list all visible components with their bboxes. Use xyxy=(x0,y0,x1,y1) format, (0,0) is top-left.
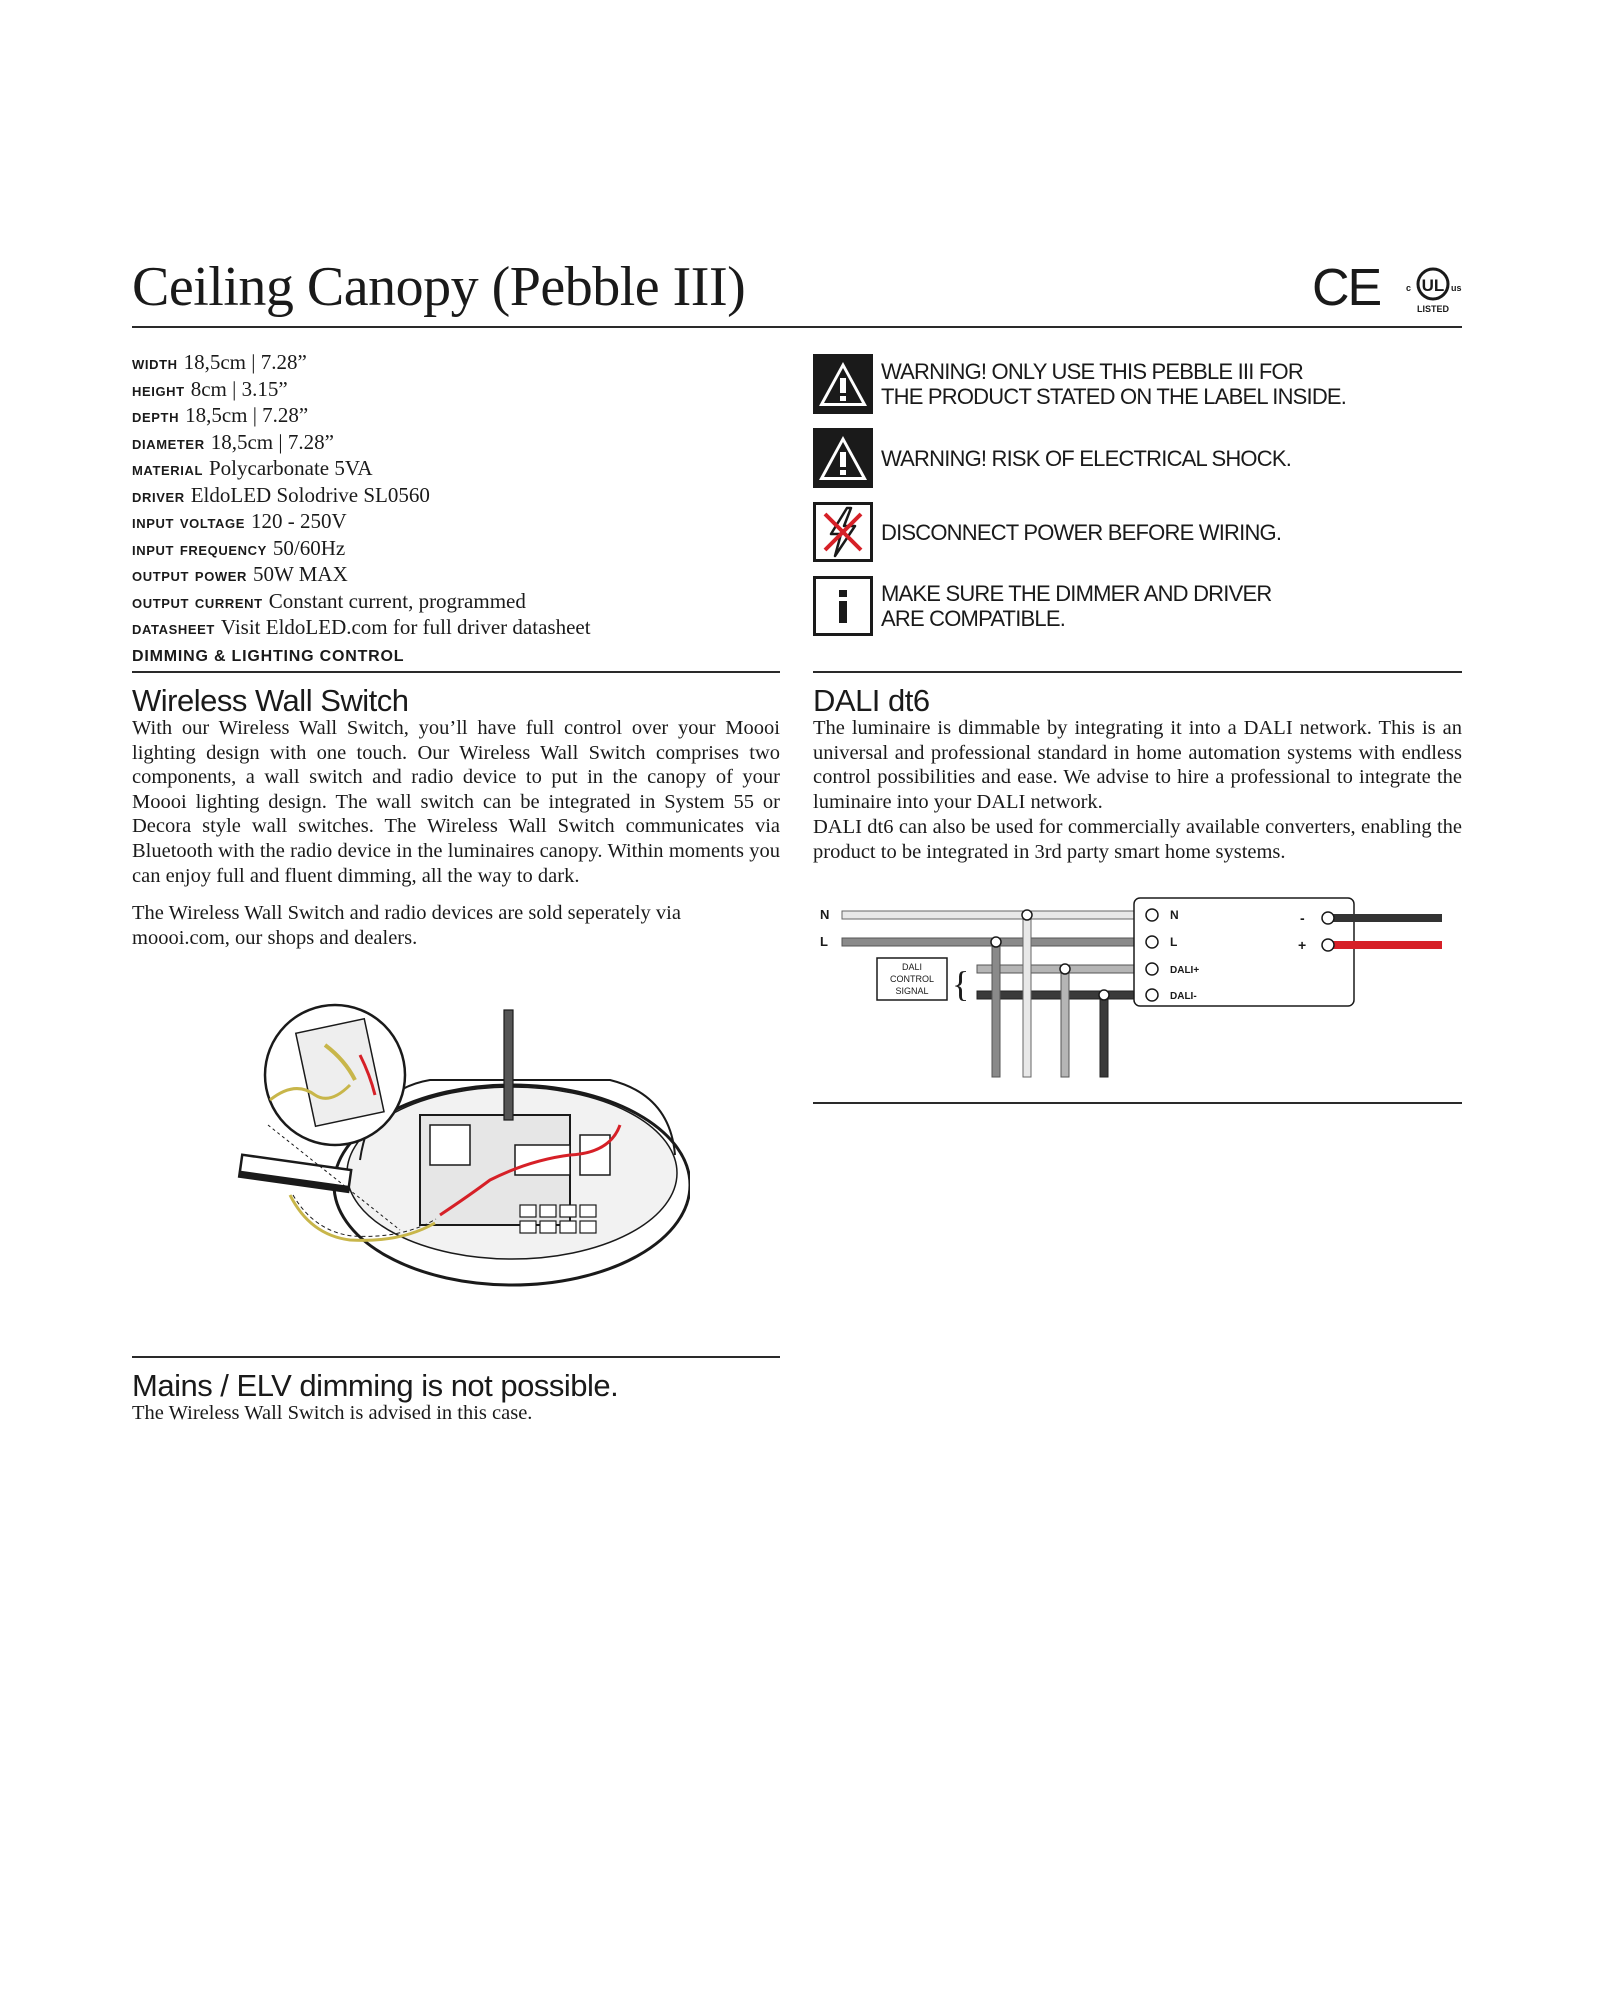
spec-list xyxy=(132,350,772,642)
dali-converter-paragraph: DALI dt6 can also be used for commercially available converters, enabling the product to be integrated in 3rd party smart home systems. xyxy=(813,816,1462,863)
spec-row xyxy=(132,562,772,589)
dali-paragraph: The luminaire is dimmable by integrating it into a DALI network. This is an universal and professional standard in home automation systems with endless control possibilities and ease. We advise to hire a professional to integrate the luminaire into your DALI network. xyxy=(813,717,1462,813)
warning-text: WARNING! ONLY USE THIS PEBBLE III FOR THE PRODUCT STATED ON THE LABEL INSIDE. xyxy=(881,359,1347,409)
warning-item xyxy=(813,576,1271,636)
spec-key: material xyxy=(132,459,203,480)
spec-value: 50W MAX xyxy=(253,562,348,586)
disconnect-power-icon xyxy=(813,502,873,562)
spec-value: Polycarbonate 5VA xyxy=(209,456,373,480)
wire-label-l: L xyxy=(820,934,828,949)
section-divider-right xyxy=(813,671,1462,673)
wireless-availability-paragraph: The Wireless Wall Switch and radio devices are sold seperately via moooi.com, our shops and dealers. xyxy=(132,902,681,949)
spec-value: Visit EldoLED.com for full driver datasheet xyxy=(220,615,591,639)
radio-device xyxy=(239,1155,351,1192)
control-box-line-2: CONTROL xyxy=(889,974,935,984)
warning-triangle-icon xyxy=(813,428,873,488)
wire-label-n: N xyxy=(820,907,830,922)
section-divider-dali-bottom xyxy=(813,1102,1462,1104)
mains-heading: Mains / ELV dimming is not possible. xyxy=(132,1368,619,1403)
header-divider xyxy=(132,326,1462,328)
warning-triangle-icon xyxy=(813,354,873,414)
output-wire-negative xyxy=(1332,914,1442,922)
section-label: DIMMING & LIGHTING CONTROL xyxy=(132,648,405,665)
spec-key: depth xyxy=(132,406,180,427)
dali-heading: DALI dt6 xyxy=(813,683,930,718)
ul-right-text: us xyxy=(1451,283,1462,293)
page-title: Ceiling Canopy (Pebble III) xyxy=(132,256,746,318)
wireless-heading: Wireless Wall Switch xyxy=(132,683,409,718)
spec-value: 18,5cm | 7.28” xyxy=(210,429,334,454)
spec-key: diameter xyxy=(132,432,205,454)
spec-value: Constant current, programmed xyxy=(268,588,526,613)
spec-row xyxy=(132,615,772,642)
warning-item xyxy=(813,354,1346,414)
dali-wiring-diagram xyxy=(812,888,1462,1078)
ce-mark-logo: CE xyxy=(1312,259,1381,317)
spec-value: 120 - 250V xyxy=(251,509,347,533)
ul-left-text: c xyxy=(1406,283,1412,293)
canopy-wiring-illustration xyxy=(230,985,690,1305)
ul-bottom-text: LISTED xyxy=(1416,304,1450,314)
spec-value: 18,5cm | 7.28” xyxy=(185,403,309,427)
spec-key: width xyxy=(132,353,178,374)
wireless-paragraph: With our Wireless Wall Switch, you’ll have full control over your Moooi lighting design with one touch. Our Wireless Wall Switch comprises two components, a wall switch and radio device to put in the canopy of your Moooi lighting design. The wall switch can be integrated in System 55 or Decora style wall switches. The Wireless Wall Switch communicates via Bluetooth with the radio device in the luminaires canopy. Within moments you can enjoy full and fluent dimming, all the way to dark. xyxy=(132,717,780,887)
spec-key: output current xyxy=(132,591,263,613)
spec-row xyxy=(132,403,772,430)
driver-input-n: N xyxy=(1170,908,1179,922)
driver-output-positive: + xyxy=(1298,937,1307,953)
ul-listed-logo xyxy=(1402,262,1464,318)
spec-value: EldoLED Solodrive SL0560 xyxy=(190,482,430,507)
warning-item xyxy=(813,502,1281,562)
driver-input-dali-minus: DALI- xyxy=(1170,991,1197,1002)
spec-row xyxy=(132,456,772,483)
spec-row xyxy=(132,350,772,377)
warning-text: WARNING! RISK OF ELECTRICAL SHOCK. xyxy=(881,445,1292,471)
control-box-line-3: SIGNAL xyxy=(895,986,929,996)
spec-key: height xyxy=(132,379,185,401)
warning-text: DISCONNECT POWER BEFORE WIRING. xyxy=(881,519,1282,545)
spec-value: 50/60Hz xyxy=(272,535,346,560)
spec-row xyxy=(132,589,772,616)
ul-center-text: UL xyxy=(1421,276,1445,295)
spec-key: output power xyxy=(132,565,248,586)
spec-key: input frequency xyxy=(132,538,267,560)
output-wire-positive xyxy=(1332,941,1442,949)
warning-item xyxy=(813,428,1291,488)
spec-key: input voltage xyxy=(132,512,245,533)
control-box-line-1: DALI xyxy=(901,962,923,972)
spec-key: datasheet xyxy=(132,618,215,639)
spec-row xyxy=(132,509,772,536)
section-divider-left xyxy=(132,671,780,673)
spec-row xyxy=(132,536,772,563)
driver-output-negative: - xyxy=(1300,910,1305,926)
driver-input-l: L xyxy=(1170,935,1178,949)
brace-symbol: { xyxy=(952,964,970,1004)
spec-value: 8cm | 3.15” xyxy=(190,376,288,401)
section-divider-mains xyxy=(132,1356,780,1358)
mains-text: The Wireless Wall Switch is advised in this case. xyxy=(132,1402,533,1424)
spec-row xyxy=(132,377,772,404)
warning-text: MAKE SURE THE DIMMER AND DRIVER ARE COMPATIBLE. xyxy=(881,581,1272,631)
spec-value: 18,5cm | 7.28” xyxy=(183,350,307,374)
driver-input-dali-plus: DALI+ xyxy=(1170,965,1200,976)
spec-key: driver xyxy=(132,485,185,507)
spec-row xyxy=(132,483,772,510)
spec-row xyxy=(132,430,772,457)
info-icon xyxy=(813,576,873,636)
